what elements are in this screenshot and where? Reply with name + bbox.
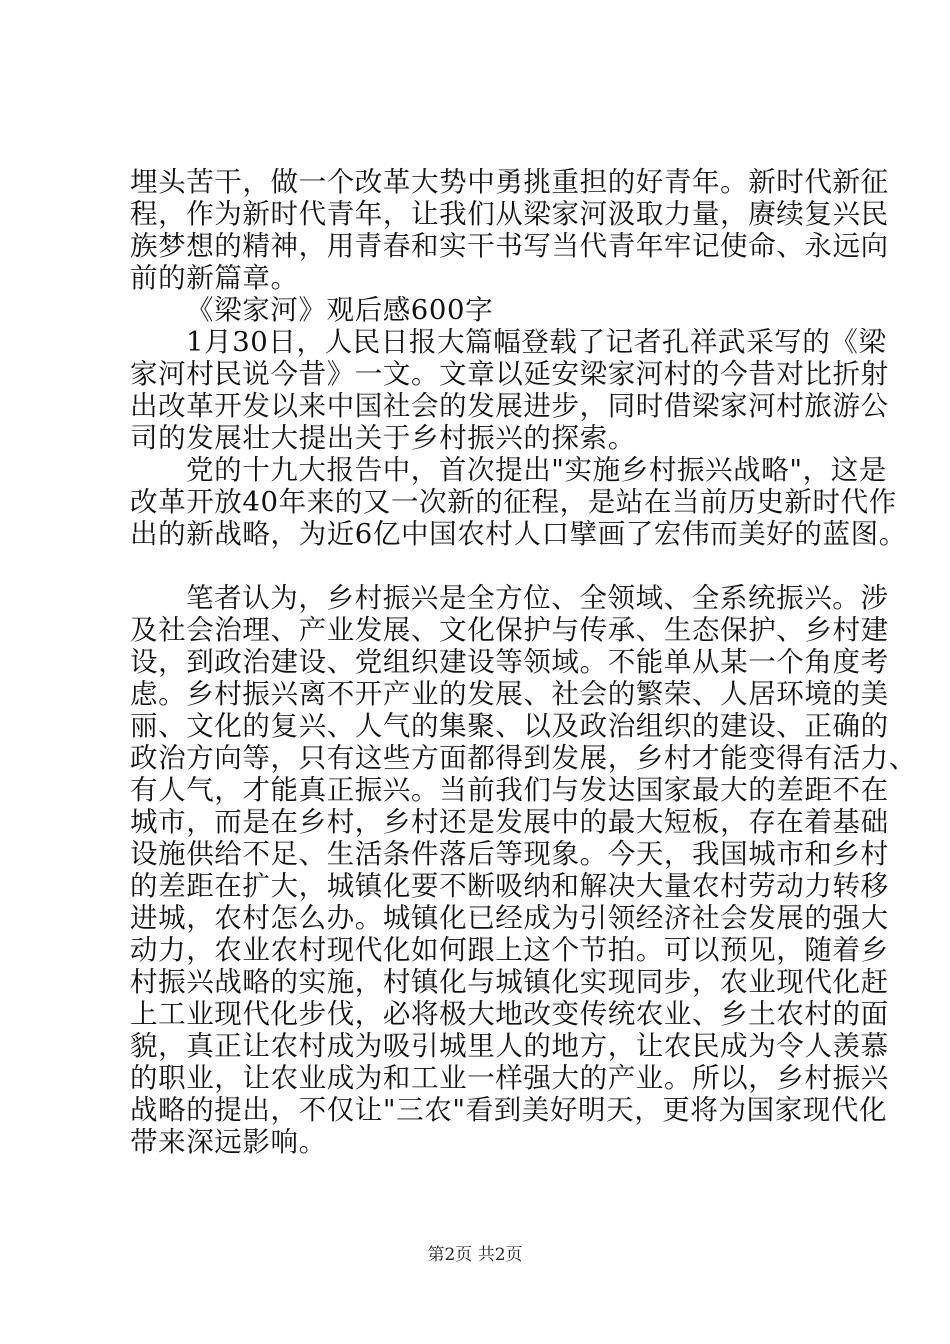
text-line: 埋头苦干，做一个改革大势中勇挑重担的好青年。新时代新征 (130, 166, 889, 198)
text-line: 丽、文化的复兴、人气的集聚、以及政治组织的建设、正确的 (130, 710, 889, 742)
text-line: 上工业现代化步伐，必将极大地改变传统农业、乡土农村的面 (130, 998, 889, 1030)
text-line: 政治方向等，只有这些方面都得到发展，乡村才能变得有活力、 (130, 742, 917, 774)
paragraph-spacer (130, 550, 850, 582)
text-line: 出的新战略，为近6亿中国农村人口擘画了宏伟而美好的蓝图。 (130, 518, 907, 550)
text-line: 有人气，才能真正振兴。当前我们与发达国家最大的差距不在 (130, 774, 889, 806)
text-line: 族梦想的精神，用青春和实干书写当代青年牢记使命、永远向 (130, 230, 889, 262)
text-line: 党的十九大报告中，首次提出"实施乡村振兴战略"，这是 (186, 454, 887, 486)
text-line: 家河村民说今昔》一文。文章以延安梁家河村的今昔对比折射 (130, 358, 889, 390)
text-line: 司的发展壮大提出关于乡村振兴的探索。 (130, 422, 636, 454)
essay-title: 《梁家河》观后感600字 (186, 294, 494, 326)
text-line: 笔者认为，乡村振兴是全方位、全领域、全系统振兴。涉 (186, 582, 889, 614)
text-line: 带来深远影响。 (130, 1126, 327, 1158)
page-footer: 第2页 共2页 (427, 1245, 523, 1265)
text-line: 的职业，让农业成为和工业一样强大的产业。所以，乡村振兴 (130, 1062, 889, 1094)
text-line: 的差距在扩大，城镇化要不断吸纳和解决大量农村劳动力转移 (130, 870, 889, 902)
text-line: 及社会治理、产业发展、文化保护与传承、生态保护、乡村建 (130, 614, 889, 646)
text-line: 1月30日，人民日报大篇幅登载了记者孔祥武采写的《梁 (186, 326, 887, 358)
text-line: 战略的提出，不仅让"三农"看到美好明天，更将为国家现代化 (130, 1094, 888, 1126)
text-line: 程，作为新时代青年，让我们从梁家河汲取力量，赓续复兴民 (130, 198, 889, 230)
text-line: 城市，而是在乡村，乡村还是发展中的最大短板，存在着基础 (130, 806, 889, 838)
text-line: 虑。乡村振兴离不开产业的发展、社会的繁荣、人居环境的美 (130, 678, 889, 710)
text-line: 村振兴战略的实施，村镇化与城镇化实现同步，农业现代化赶 (130, 966, 889, 998)
text-line: 设，到政治建设、党组织建设等领域。不能单从某一个角度考 (130, 646, 889, 678)
text-line: 貌，真正让农村成为吸引城里人的地方，让农民成为令人羡慕 (130, 1030, 889, 1062)
text-line: 设施供给不足、生活条件落后等现象。今天，我国城市和乡村 (130, 838, 889, 870)
text-line: 进城，农村怎么办。城镇化已经成为引领经济社会发展的强大 (130, 902, 889, 934)
text-line: 出改革开发以来中国社会的发展进步，同时借梁家河村旅游公 (130, 390, 889, 422)
text-line: 改革开放40年来的又一次新的征程，是站在当前历史新时代作 (130, 486, 897, 518)
text-line: 动力，农业农村现代化如何跟上这个节拍。可以预见，随着乡 (130, 934, 889, 966)
document-body (130, 166, 917, 1158)
text-line: 前的新篇章。 (130, 262, 299, 294)
